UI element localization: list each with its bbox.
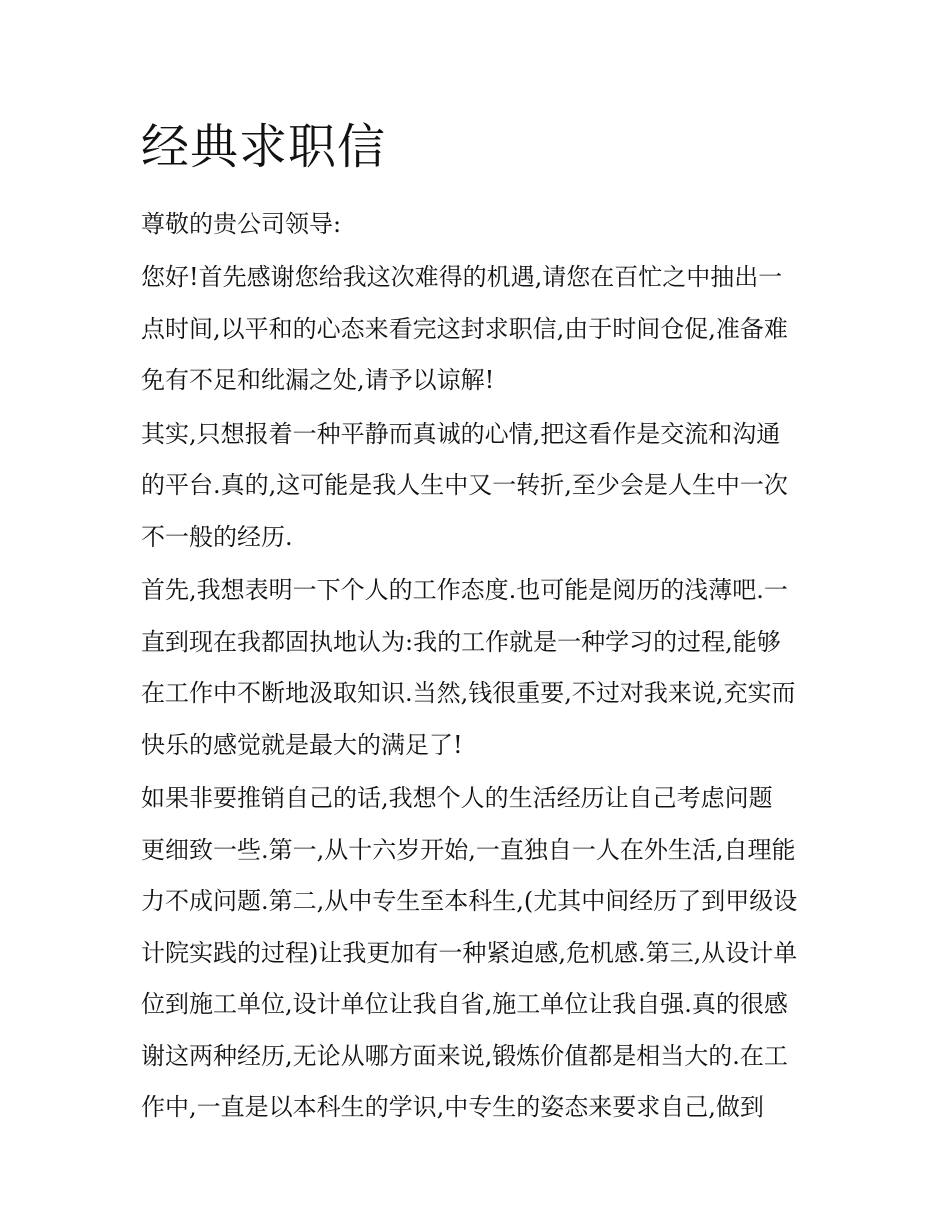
text-line: 直到现在我都固执地认为:我的工作就是一种学习的过程,能够 [141,627,781,656]
paragraph-sincerity [141,409,821,564]
text-line: 更细致一些.第一,从十六岁开始,一直独自一人在外生活,自理能 [141,835,796,864]
text-line: 首先,我想表明一下个人的工作态度.也可能是阅历的浅薄吧.一 [141,576,788,604]
text-line: 在工作中不断地汲取知识.当然,钱很重要,不过对我来说,充实而 [141,679,796,707]
document-title: 经典求职信 [141,119,387,175]
paragraph-greeting [141,252,821,407]
text-line: 免有不足和纰漏之处,请予以谅解! [141,366,495,394]
paragraph-experience [141,773,821,1134]
text-line: 快乐的感觉就是最大的满足了! [141,730,463,759]
paragraph-work-attitude [141,565,821,771]
document-page [141,112,821,1136]
text-line: 谢这两种经历,无论从哪方面来说,锻炼价值都是相当大的.在工 [141,1041,788,1070]
text-line: 位到施工单位,设计单位让我自省,施工单位让我自强.真的很感 [141,990,788,1018]
text-line: 力不成问题.第二,从中专生至本科生,(尤其中间经历了到甲级设 [141,887,798,915]
text-line: 作中,一直是以本科生的学识,中专生的姿态来要求自己,做到 [141,1093,764,1121]
text-line: 计院实践的过程)让我更加有一种紧迫感,危机感.第三,从设计单 [141,938,798,967]
text-line: 如果非要推销自己的话,我想个人的生活经历让自己考虑问题 [141,784,773,812]
salutation: 尊敬的贵公司领导: [141,210,342,238]
text-line: 点时间,以平和的心态来看完这封求职信,由于时间仓促,准备难 [141,314,788,343]
text-line: 不一般的经历. [141,522,293,551]
text-line: 其实,只想报着一种平静而真诚的心情,把这看作是交流和沟通 [141,419,781,448]
text-line: 您好!首先感谢您给我这次难得的机遇,请您在百忙之中抽出一 [141,263,783,291]
text-line: 的平台.真的,这可能是我人生中又一转折,至少会是人生中一次 [141,471,788,499]
